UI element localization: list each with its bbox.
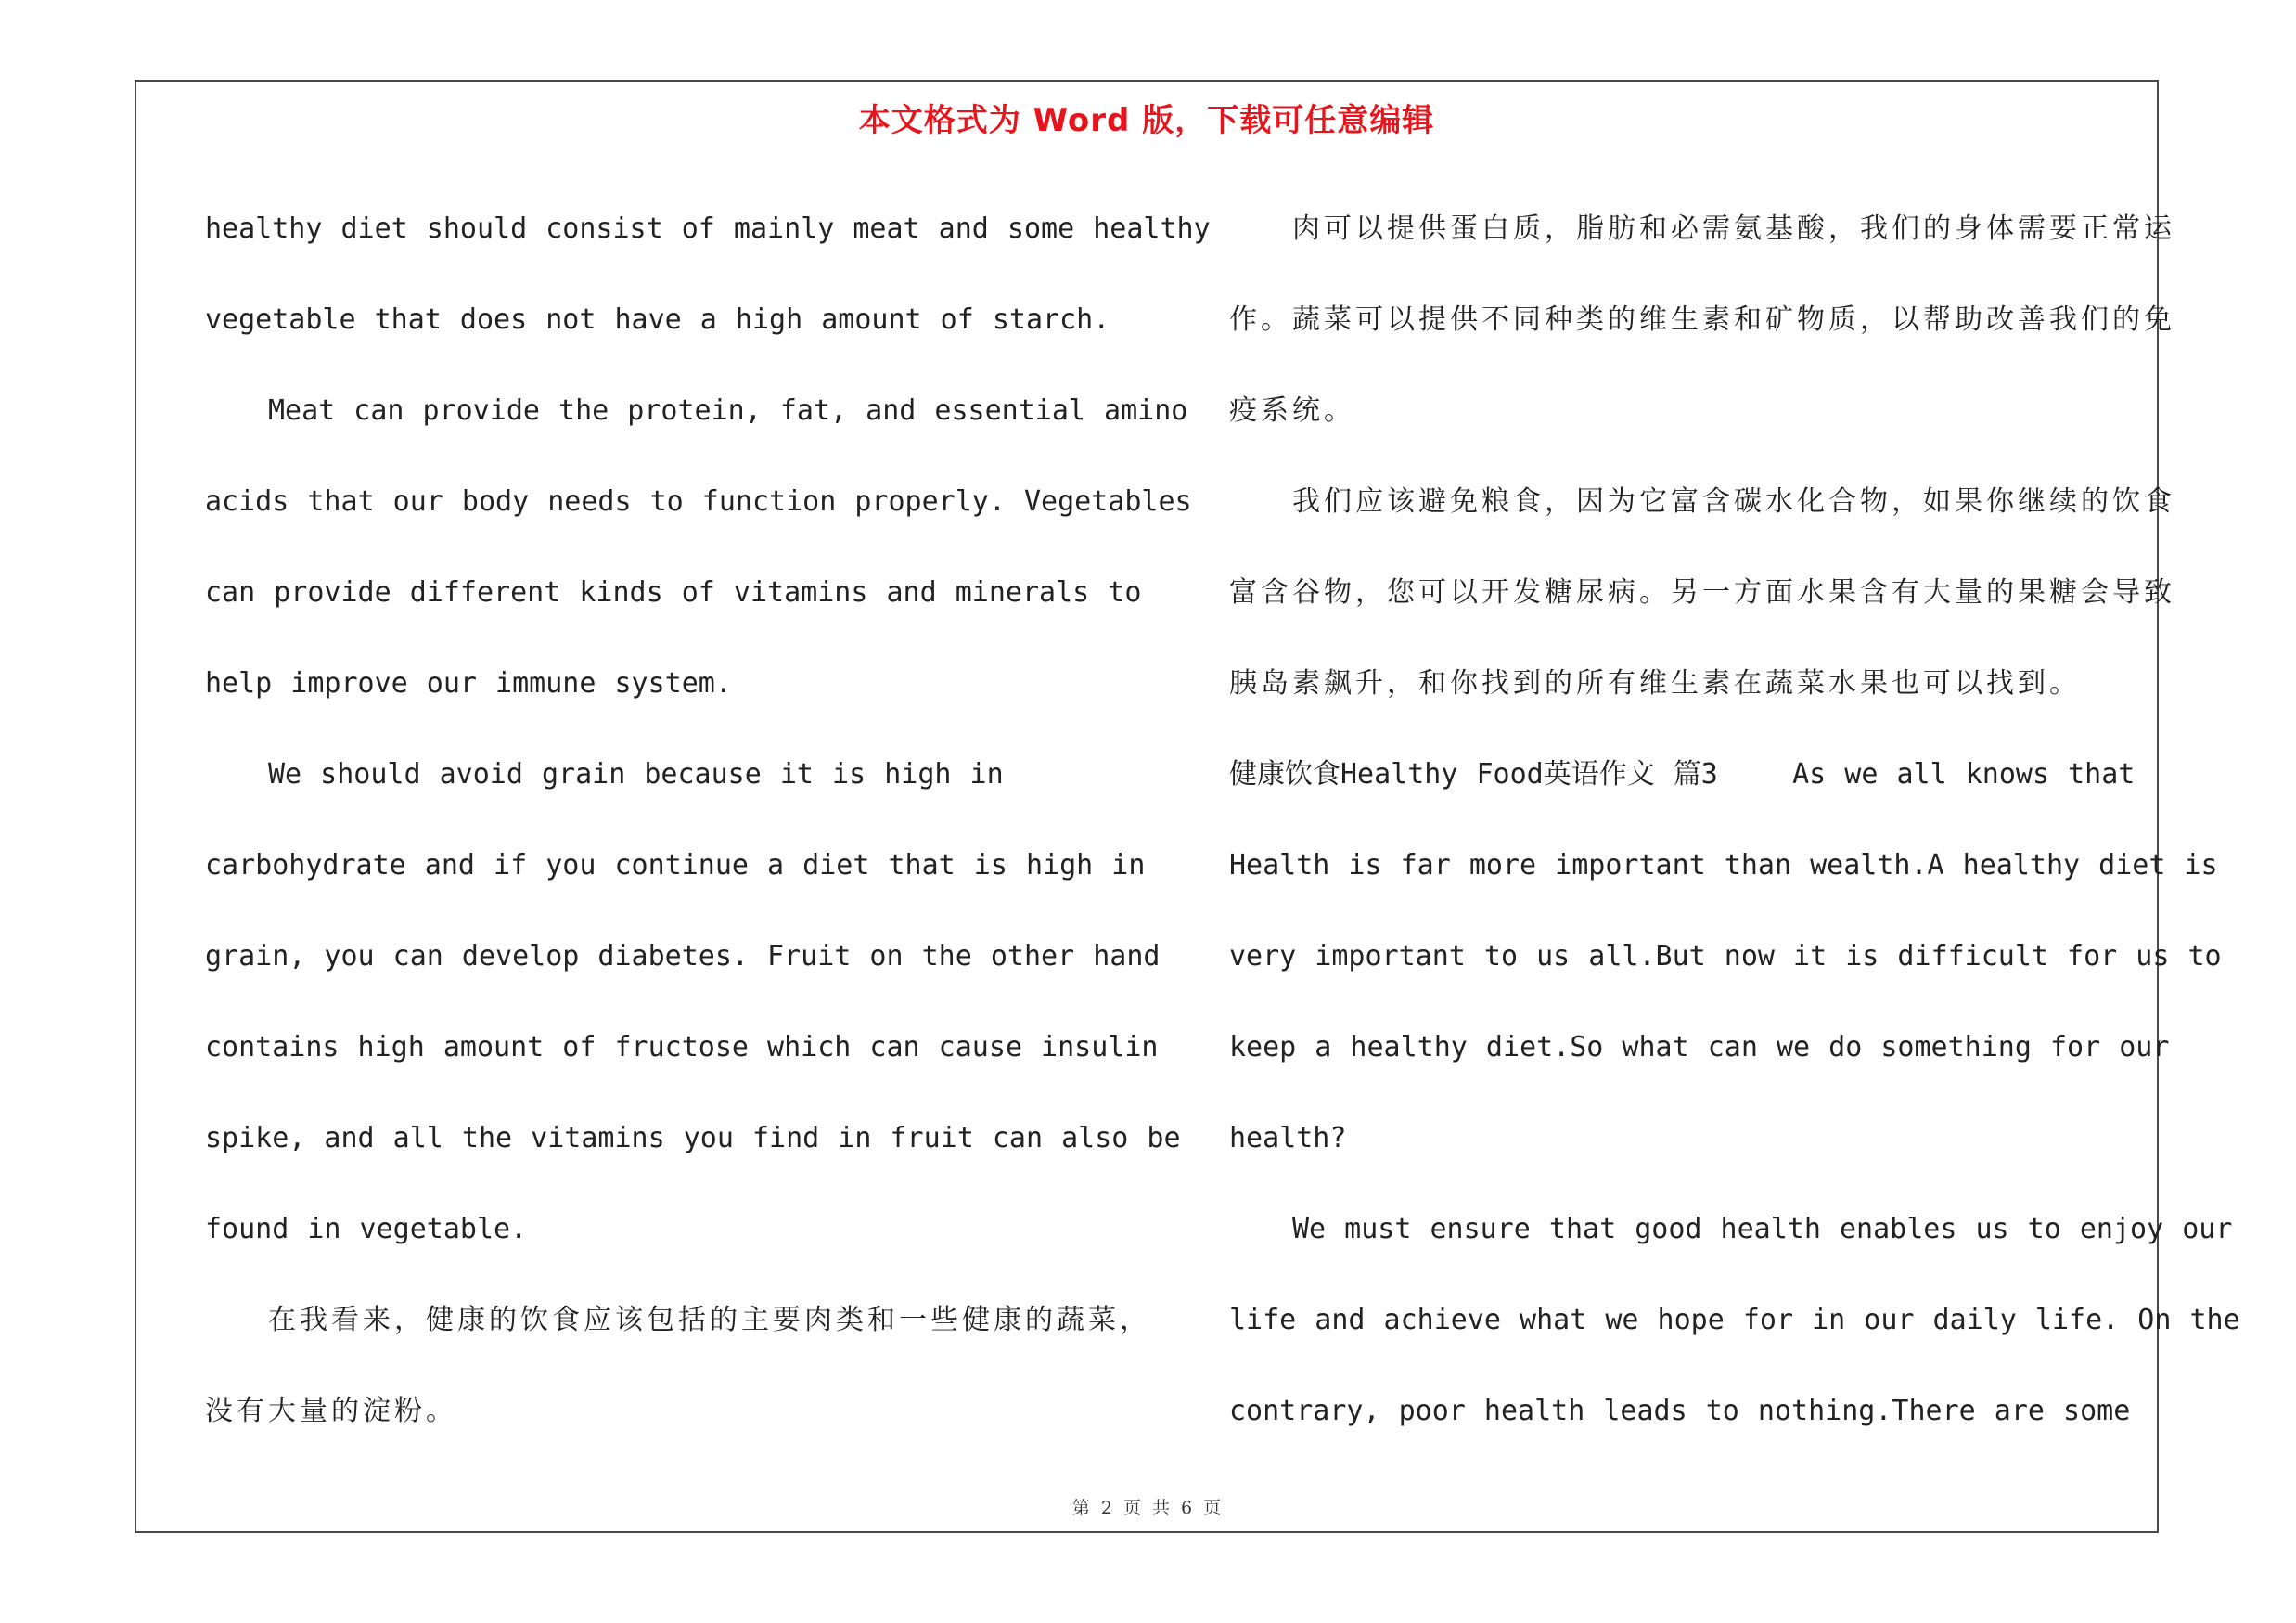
text-line: found in vegetable. — [205, 1213, 528, 1245]
text-line: spike, and all the vitamins you find in fruit can also be — [205, 1122, 1181, 1154]
text-line: health? — [1229, 1122, 1347, 1154]
text-line: 胰岛素飙升，和你找到的所有维生素在蔬菜水果也可以找到。 — [1229, 667, 2081, 700]
text-line: 在我看来，健康的饮食应该包括的主要肉类和一些健康的蔬菜， — [268, 1304, 1151, 1336]
text-line: healthy diet should consist of mainly meat and some healthy — [205, 213, 1211, 245]
text-line: We must ensure that good health enables us to enjoy our — [1292, 1213, 2233, 1245]
page-frame — [135, 80, 2240, 1533]
text-line: contains high amount of fructose which can cause insulin — [205, 1031, 1159, 1063]
text-line: 富含谷物，您可以开发糖尿病。另一方面水果含有大量的果糖会导致 — [1229, 576, 2175, 609]
text-line: acids that our body needs to function properly. Vegetables — [205, 485, 1192, 518]
text-line: We should avoid grain because it is high in — [268, 758, 1004, 791]
text-line: 健康饮食Healthy Food英语作文 篇3 As we all knows that — [1229, 758, 2136, 791]
text-line: Health is far more important than wealth.A healthy diet is — [1229, 849, 2218, 882]
text-line: 没有大量的淀粉。 — [205, 1395, 457, 1427]
left-text-column — [205, 184, 1211, 1457]
text-line: 我们应该避免粮食，因为它富含碳水化合物，如果你继续的饮食 — [1292, 485, 2175, 518]
page-number-footer: 第 2 页 共 6 页 — [1071, 1498, 1222, 1518]
text-line: grain, you can develop diabetes. Fruit on the other hand — [205, 940, 1161, 973]
text-line: 疫系统。 — [1229, 394, 1355, 427]
text-line: contrary, poor health leads to nothing.There are some — [1229, 1395, 2131, 1427]
format-banner: 本文格式为 Word 版，下载可任意编辑 — [858, 102, 1435, 139]
text-line: vegetable that does not have a high amount of starch. — [205, 303, 1110, 336]
text-line: life and achieve what we hope for in our daily life. On the — [1229, 1304, 2240, 1336]
text-line: carbohydrate and if you continue a diet that is high in — [205, 849, 1146, 882]
text-line: Meat can provide the protein, fat, and essential amino — [268, 394, 1188, 427]
text-line: keep a healthy diet.So what can we do something for our — [1229, 1031, 2170, 1063]
text-line: 作。蔬菜可以提供不同种类的维生素和矿物质，以帮助改善我们的免 — [1229, 303, 2175, 336]
text-line: help improve our immune system. — [205, 667, 732, 700]
text-line: very important to us all.But now it is difficult for us to — [1229, 940, 2222, 973]
text-line: can provide different kinds of vitamins and minerals to — [205, 576, 1142, 609]
right-text-column — [1229, 184, 2240, 1457]
text-line: 肉可以提供蛋白质，脂肪和必需氨基酸，我们的身体需要正常运 — [1292, 213, 2175, 245]
